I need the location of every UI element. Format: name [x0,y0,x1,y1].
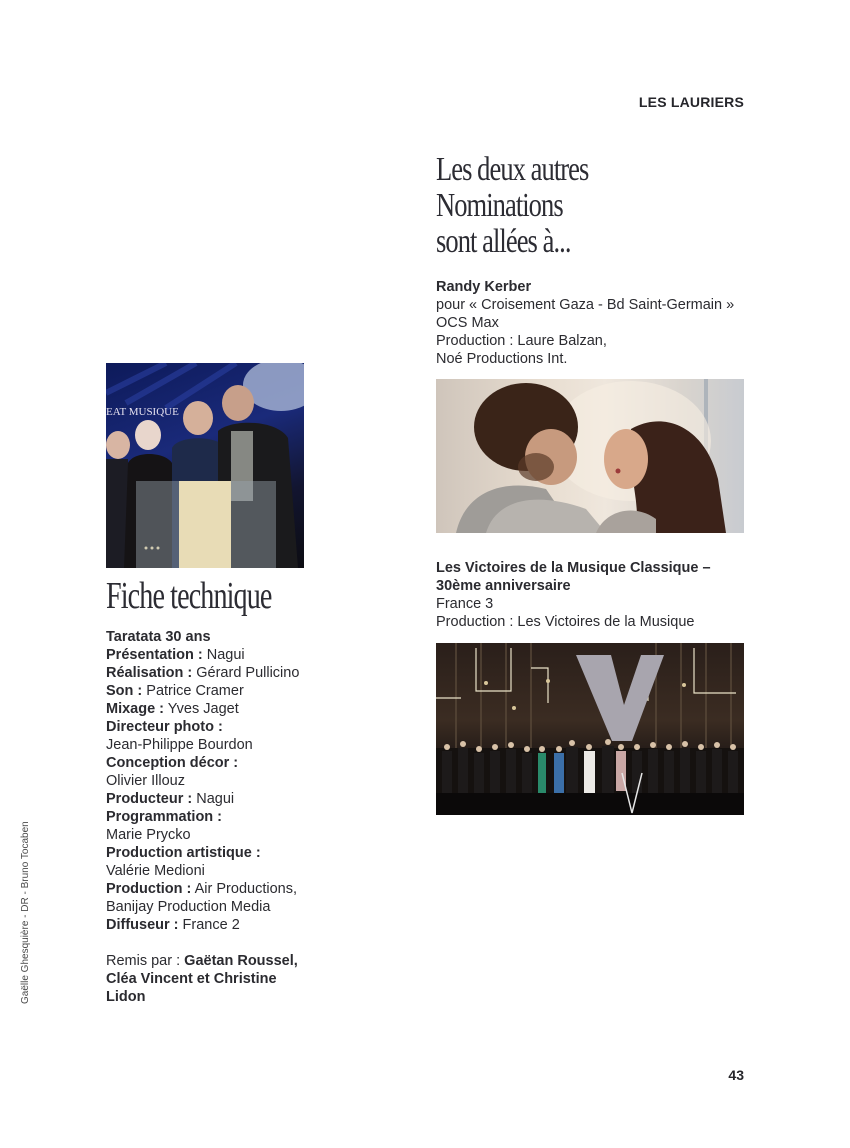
fiche-value: Nagui [206,647,245,663]
taratata-award-photo [106,363,304,568]
fiche-row [106,700,321,718]
nomination-line: Production : Les Victoires de la Musique [436,614,695,630]
victoires-stage-photo [436,643,744,815]
presented-by [106,952,321,970]
fiche-row [106,844,321,880]
fiche-label: Diffuseur : [106,917,179,933]
nomination-title: Les Victoires de la Musique Classique – [436,560,711,576]
fiche-value: Air Productions, [194,881,297,897]
fiche-row [106,880,321,916]
nomination-entry [436,559,756,631]
fiche-label: Directeur photo : [106,719,223,735]
presented-by-label: Remis par : [106,953,181,969]
photo-backdrop-text: EAT MUSIQUE [106,406,179,418]
presenter-names: Cléa Vincent et Christine [106,971,277,987]
fiche-value: Patrice Cramer [146,683,244,699]
fiche-label: Présentation : [106,647,203,663]
fiche-label: Programmation : [106,809,223,825]
couple-scene-illustration [436,379,744,533]
headline [436,152,639,260]
fiche-value: Gérard Pullicino [196,665,300,681]
fiche-value: Jean-Philippe Bourdon [106,737,253,753]
spacer [106,934,321,952]
nomination-title: 30ème anniversaire [436,578,571,594]
fiche-label: Son : [106,683,143,699]
fiche-label: Conception décor : [106,755,239,771]
photo-credit: Gaëlle Ghesquière - DR - Bruno Tocaben [20,821,31,1004]
presenter-names: Lidon [106,989,146,1005]
fiche-technique [106,628,321,1006]
fiche-label: Réalisation : [106,665,193,681]
headline-line: Nominations [436,187,563,224]
nomination-line: Production : Laure Balzan, [436,333,607,349]
nomination-entry [436,278,756,368]
award-ceremony-illustration [106,363,304,568]
fiche-row [106,664,321,682]
page-number: 43 [728,1067,744,1083]
nomination-title: Randy Kerber [436,279,532,295]
nomination-line: Noé Productions Int. [436,351,568,367]
fiche-label: Production : [106,881,192,897]
fiche-row [106,808,321,844]
fiche-value: Banijay Production Media [106,899,271,915]
nomination-line: OCS Max [436,315,499,331]
couple-scene-photo [436,379,744,533]
headline-line: Les deux autres [436,151,589,188]
section-label: LES LAURIERS [638,94,744,110]
fiche-value: France 2 [182,917,240,933]
nomination-line: pour « Croisement Gaza - Bd Saint-Germain » [436,297,735,313]
show-title: Taratata 30 ans [106,629,211,645]
fiche-value: Olivier Illouz [106,773,185,789]
stage-illustration [436,643,744,815]
headline-line: sont allées à... [436,223,571,260]
fiche-label: Producteur : [106,791,193,807]
fiche-value: Yves Jaget [167,701,239,717]
presenter-names: Gaëtan Roussel, [184,953,298,969]
fiche-technique-title: Fiche technique [106,575,272,617]
fiche-row [106,718,321,754]
fiche-label: Production artistique : [106,845,261,861]
nomination-line: France 3 [436,596,494,612]
fiche-label: Mixage : [106,701,165,717]
fiche-value: Marie Prycko [106,827,191,843]
fiche-value: Nagui [196,791,235,807]
fiche-row [106,790,321,808]
fiche-row [106,754,321,790]
fiche-value: Valérie Medioni [106,863,205,879]
fiche-row [106,646,321,664]
fiche-row [106,916,321,934]
fiche-row [106,682,321,700]
